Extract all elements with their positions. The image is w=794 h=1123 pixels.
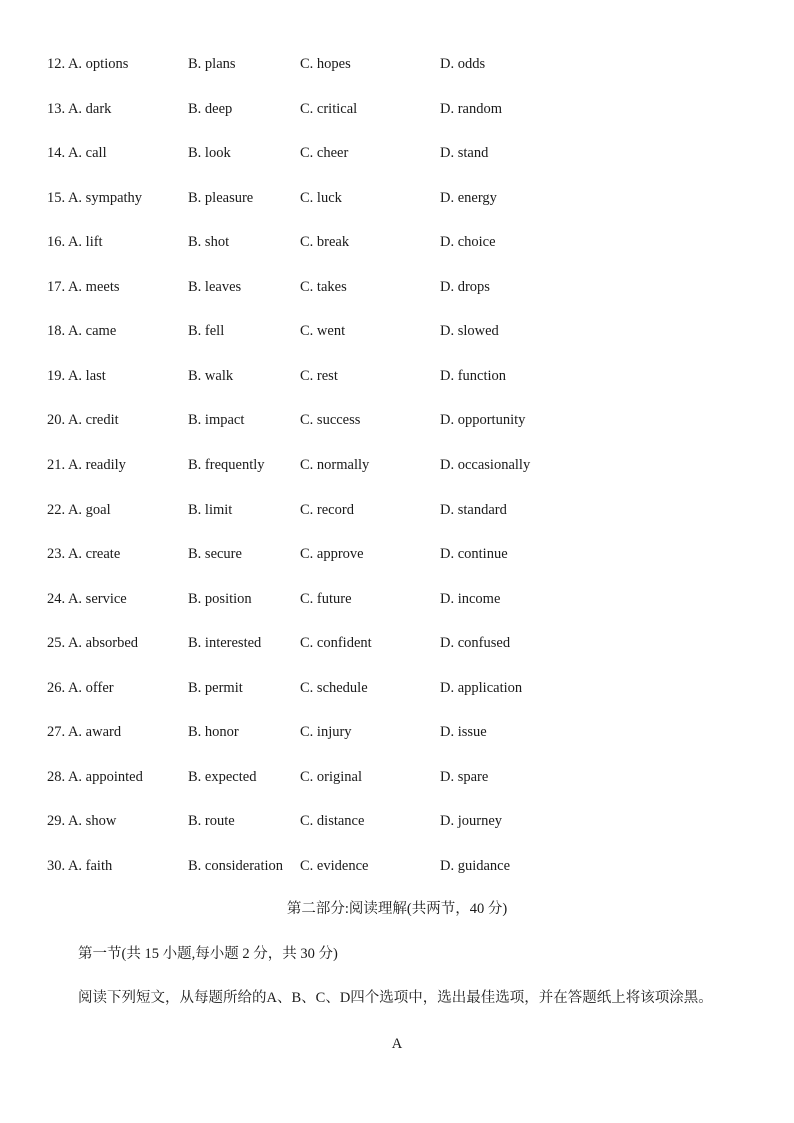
option-a: 26. A. offer xyxy=(47,679,114,696)
option-c: C. rest xyxy=(300,367,338,384)
option-b: B. walk xyxy=(188,367,234,384)
option-b: B. look xyxy=(188,145,231,162)
option-a: 24. A. service xyxy=(47,590,127,607)
option-d: D. spare xyxy=(440,768,489,785)
option-d: D. function xyxy=(440,367,507,384)
question-row xyxy=(0,633,794,653)
option-d: D. choice xyxy=(440,234,496,251)
option-a: 20. A. credit xyxy=(47,412,119,429)
question-row xyxy=(0,410,794,430)
option-b: B. interested xyxy=(188,635,262,652)
option-d: D. issue xyxy=(440,724,487,741)
option-b: B. route xyxy=(188,813,235,830)
option-b: B. expected xyxy=(188,768,257,785)
option-b: B. plans xyxy=(188,56,236,72)
option-b: B. honor xyxy=(188,724,239,741)
option-a: 12. A. options xyxy=(47,56,129,72)
passage-label: A xyxy=(391,1036,403,1052)
question-row xyxy=(0,544,794,564)
option-d: D. journey xyxy=(440,813,503,830)
option-d: D. income xyxy=(440,590,501,607)
option-d: D. application xyxy=(440,679,523,696)
question-row xyxy=(0,232,794,252)
option-d: D. continue xyxy=(440,546,508,563)
question-row xyxy=(0,589,794,609)
part-title: 第二部分:阅读理解(共两节，40 分) xyxy=(286,901,508,917)
option-a: 29. A. show xyxy=(47,813,117,830)
option-c: C. luck xyxy=(300,189,342,206)
option-d: D. opportunity xyxy=(440,412,526,429)
option-d: D. standard xyxy=(440,501,507,518)
option-c: C. future xyxy=(300,590,352,607)
option-d: D. energy xyxy=(440,189,497,206)
question-row xyxy=(0,767,794,787)
question-row xyxy=(0,277,794,297)
option-d: D. guidance xyxy=(440,857,511,874)
option-a: 18. A. came xyxy=(47,323,117,340)
question-row xyxy=(0,366,794,386)
question-row xyxy=(0,500,794,520)
question-row xyxy=(0,321,794,341)
option-d: D. slowed xyxy=(440,323,499,340)
option-a: 14. A. call xyxy=(47,145,107,162)
question-row xyxy=(0,856,794,876)
option-c: C. takes xyxy=(300,278,347,295)
option-a: 16. A. lift xyxy=(47,234,103,251)
option-b: B. pleasure xyxy=(188,189,254,206)
option-a: 22. A. goal xyxy=(47,501,111,518)
option-b: B. fell xyxy=(188,323,225,340)
instructions-text: 阅读下列短文，从每题所给的A、B、C、D四个选项中，选出最佳选项，并在答题纸上将该项涂黑。 xyxy=(78,990,713,1006)
question-row xyxy=(0,455,794,475)
option-b: B. shot xyxy=(188,234,230,251)
option-c: C. original xyxy=(300,768,363,785)
option-b: B. consideration xyxy=(188,857,284,874)
option-c: C. went xyxy=(300,323,346,340)
option-b: B. permit xyxy=(188,679,243,696)
option-c: C. schedule xyxy=(300,679,368,696)
option-c: C. normally xyxy=(300,456,370,473)
option-c: C. break xyxy=(300,234,350,251)
question-row xyxy=(0,678,794,698)
option-c: C. approve xyxy=(300,546,364,563)
option-c: C. confident xyxy=(300,635,372,652)
option-c: C. hopes xyxy=(300,56,351,72)
option-b: B. frequently xyxy=(188,456,265,473)
option-d: D. confused xyxy=(440,635,511,652)
option-d: D. stand xyxy=(440,145,489,162)
option-a: 15. A. sympathy xyxy=(47,189,143,206)
option-b: B. deep xyxy=(188,100,233,117)
option-a: 23. A. create xyxy=(47,546,121,563)
option-c: C. evidence xyxy=(300,857,369,874)
option-d: D. occasionally xyxy=(440,456,531,473)
section-title: 第一节(共 15 小题,每小题 2 分，共 30 分) xyxy=(78,946,338,962)
option-a: 17. A. meets xyxy=(47,278,120,295)
option-b: B. leaves xyxy=(188,278,242,295)
option-b: B. secure xyxy=(188,546,242,563)
question-row xyxy=(0,811,794,831)
option-b: B. position xyxy=(188,590,252,607)
option-c: C. record xyxy=(300,501,354,518)
option-b: B. limit xyxy=(188,501,233,518)
option-c: C. cheer xyxy=(300,145,349,162)
option-c: C. success xyxy=(300,412,361,429)
question-row xyxy=(0,143,794,163)
option-c: C. injury xyxy=(300,724,352,741)
option-a: 21. A. readily xyxy=(47,456,126,473)
option-d: D. odds xyxy=(440,56,486,72)
option-a: 28. A. appointed xyxy=(47,768,143,785)
option-a: 19. A. last xyxy=(47,367,106,384)
option-a: 13. A. dark xyxy=(47,100,112,117)
question-row xyxy=(0,188,794,208)
option-a: 30. A. faith xyxy=(47,857,113,874)
option-c: C. distance xyxy=(300,813,365,830)
question-row xyxy=(0,722,794,742)
option-b: B. impact xyxy=(188,412,245,429)
option-a: 25. A. absorbed xyxy=(47,635,139,652)
option-d: D. drops xyxy=(440,278,490,295)
question-row xyxy=(0,99,794,119)
option-c: C. critical xyxy=(300,100,358,117)
option-a: 27. A. award xyxy=(47,724,122,741)
question-row xyxy=(0,54,794,74)
option-d: D. random xyxy=(440,100,503,117)
